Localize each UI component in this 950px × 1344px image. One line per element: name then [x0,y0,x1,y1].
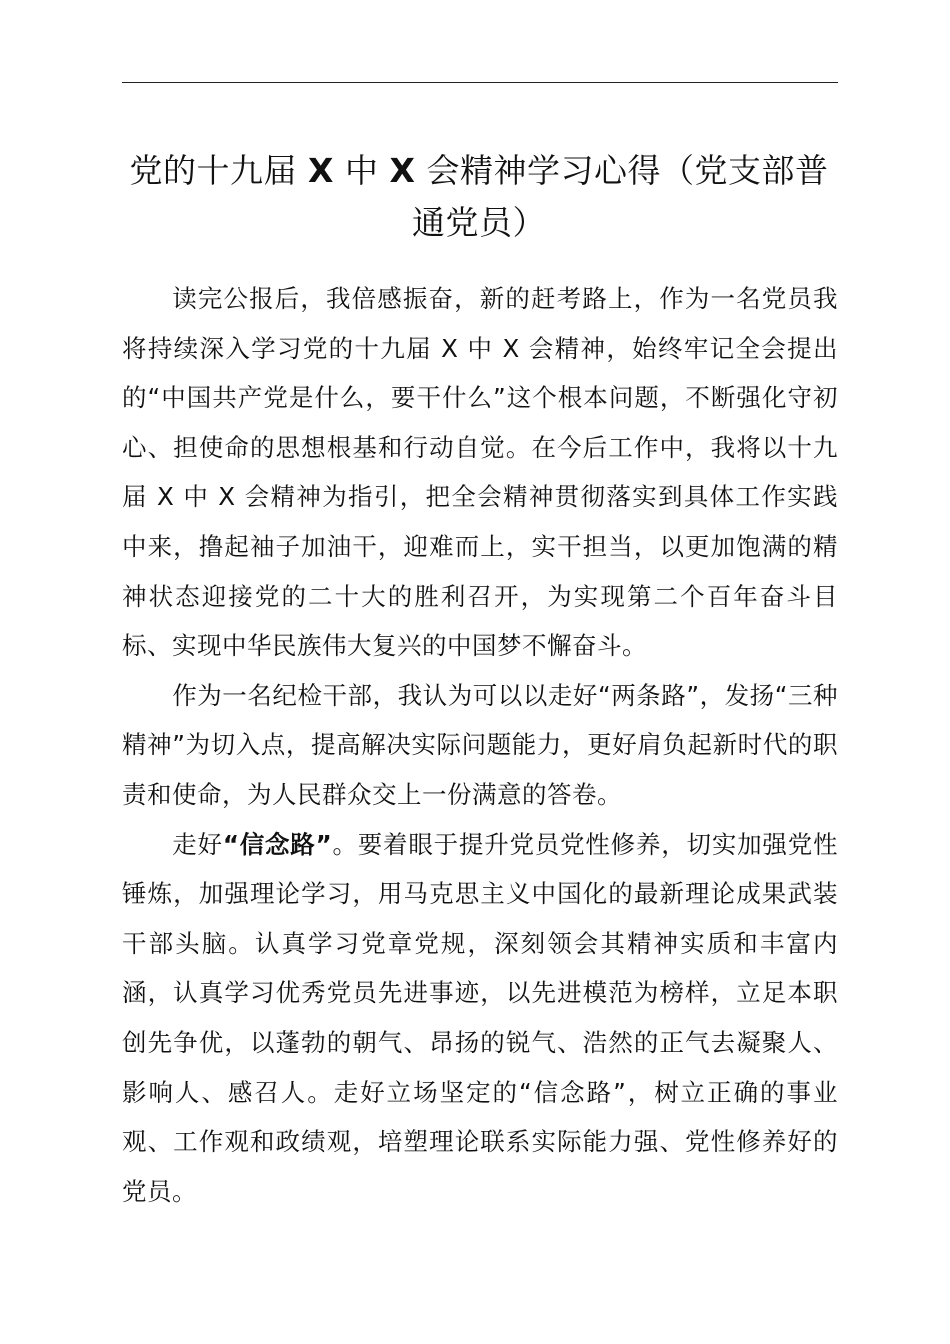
title-x-2: X [389,151,416,190]
paragraph-3 [122,820,838,1217]
paragraph-3-lead: 走好 [172,829,223,859]
header-rule [122,82,838,83]
document-body [122,274,838,1216]
title-x-1: X [308,151,334,190]
paragraph-3-heading: “信念路” [222,829,333,859]
paragraph-1: 读完公报后，我倍感振奋，新的赶考路上，作为一名党员我将持续深入学习党的十九届 X 中 X 会精神，始终牢记全会提出的“中国共产党是什么，要干什么”这个根本问题，不断强化守初心、担使命的思想根基和行动自觉。在今后工作中，我将以十九届 X 中 X 会精神为指引，把全会精神贯彻落实到具体工作实践中来，撸起袖子加油干，迎难而上，实干担当，以更加饱满的精神状态迎接党的二十大的胜利召开，为实现第二个百年奋斗目标、实现中华民族伟大复兴的中国梦不懈奋斗。 [122,284,838,661]
paragraph-2: 作为一名纪检干部，我认为可以以走好“两条路”，发扬“三种精神”为切入点，提高解决实际问题能力，更好肩负起新时代的职责和使命，为人民群众交上一份满意的答卷。 [122,680,838,809]
title-part-2: 中 [345,151,379,190]
title-part-1: 党的十九届 [129,151,298,190]
title-part-3: 会精神学习心得（党支部普通党员） [412,151,829,242]
paragraph-3-rest: 。要着眼于提升党员党性修养，切实加强党性锤炼，加强理论学习，用马克思主义中国化的最新理论成果武装干部头脑。认真学习党章党规，深刻领会其精神实质和丰富内涵，认真学习优秀党员先进事迹，以先进模范为榜样，立足本职创先争优，以蓬勃的朝气、昂扬的锐气、浩然的正气去凝聚人、影响人、感召人。走好立场坚定的“信念路”，树立正确的事业观、工作观和政绩观，培塑理论联系实际能力强、党性修养好的党员。 [122,829,839,1206]
document-title [118,145,840,249]
